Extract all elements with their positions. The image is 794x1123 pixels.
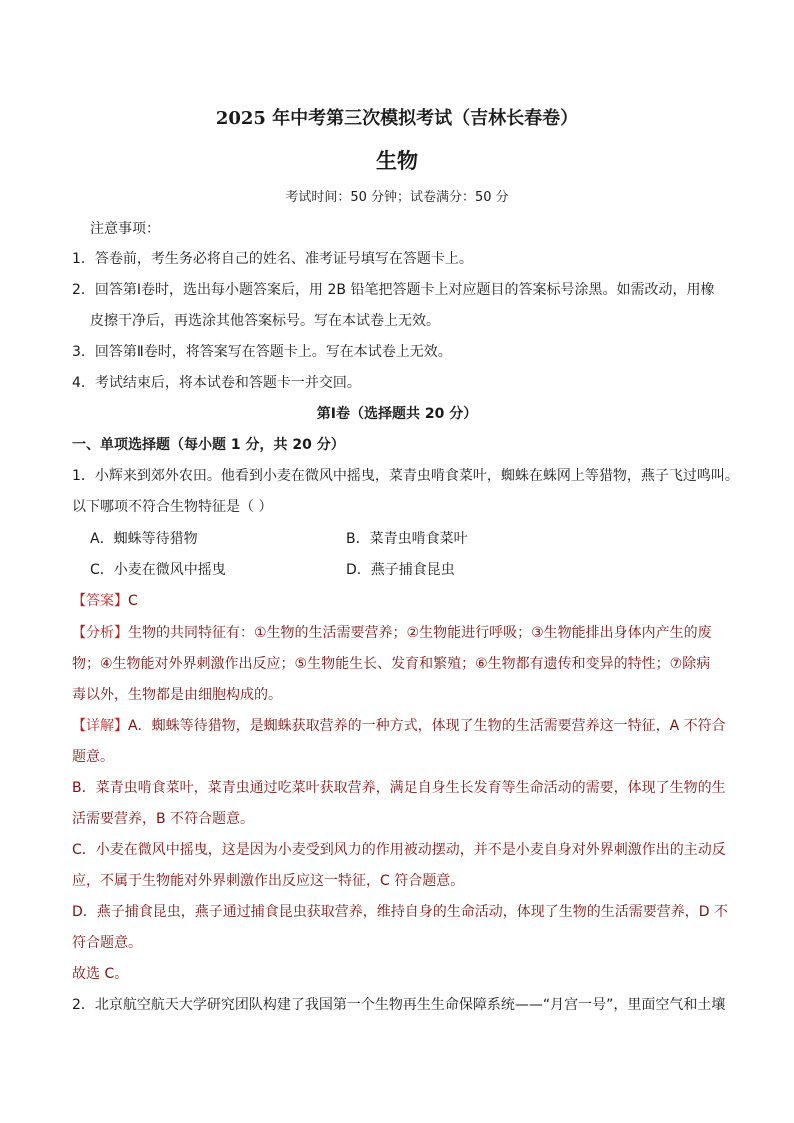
analysis-line [72, 623, 712, 643]
detail-text: 活需要营养，B 不符合题意。 [72, 811, 255, 827]
subject-title: 生物 [376, 148, 418, 173]
detail-text: 符合题意。 [72, 935, 142, 951]
question-stem: 2．北京航空航天大学研究团队构建了我国第一个生物再生生命保障系统——“月宫一号”，里面空气和土壤 [72, 997, 726, 1013]
detail-text: 应，不属于生物能对外界刺激作出反应这一特征，C 符合题意。 [72, 873, 465, 889]
option-a: A．蜘蛛等待猎物 [90, 531, 198, 547]
analysis-text: 生物的共同特征有：①生物的生活需要营养；②生物能进行呼吸；③生物能排出身体内产生的废 [128, 625, 712, 641]
exam-title: 2025 年中考第三次模拟考试（吉林长春卷） [215, 108, 579, 129]
notice-item: 2．回答第Ⅰ卷时，选出每小题答案后，用 2B 铅笔把答题卡上对应题目的答案标号涂黑。如需改动，用橡 [72, 282, 715, 298]
answer-value: C [128, 593, 138, 609]
detail-text: A．蜘蛛等待猎物，是蜘蛛获取营养的一种方式，体现了生物的生活需要营养这一特征，A 不符合 [128, 718, 726, 734]
option-c: C．小麦在微风中摇曳 [90, 562, 226, 578]
question-stem: 1．小辉来到郊外农田。他看到小麦在微风中摇曳，菜青虫啃食菜叶，蜘蛛在蛛网上等猎物，燕子飞过鸣叫。 [72, 468, 739, 484]
answer-line [72, 591, 138, 611]
detail-text: B．菜青虫啃食菜叶，菜青虫通过吃菜叶获取营养，满足自身生长发育等生命活动的需要，体现了生物的生 [72, 780, 726, 796]
detail-line [72, 716, 726, 736]
answer-tag: 【答案】 [72, 593, 128, 609]
analysis-text: 毒以外，生物都是由细胞构成的。 [72, 687, 282, 703]
analysis-text: 物；④生物能对外界刺激作出反应；⑤生物能生长、发育和繁殖；⑥生物都有遗传和变异的特性；⑦除病 [72, 656, 711, 672]
option-b: B．菜青虫啃食菜叶 [346, 531, 468, 547]
detail-text: C．小麦在微风中摇曳，这是因为小麦受到风力的作用被动摆动，并不是小麦自身对外界刺激作出的主动反 [72, 842, 726, 858]
notice-item: 3．回答第Ⅱ卷时，将答案写在答题卡上。写在本试卷上无效。 [72, 344, 452, 360]
detail-text: D．燕子捕食昆虫，燕子通过捕食昆虫获取营养，维持自身的生命活动，体现了生物的生活需要营养，D 不 [72, 904, 729, 920]
notice-item: 皮擦干净后，再选涂其他答案标号。写在本试卷上无效。 [90, 313, 440, 329]
analysis-tag: 【分析】 [72, 625, 128, 641]
question-stem: 以下哪项不符合生物特征是（ ） [72, 499, 273, 515]
detail-tag: 【详解】 [72, 718, 128, 734]
detail-text: 题意。 [72, 749, 114, 765]
exam-meta: 考试时间：50 分钟；试卷满分：50 分 [285, 190, 509, 205]
option-d: D．燕子捕食昆虫 [346, 562, 455, 578]
notice-heading: 注意事项： [90, 221, 160, 237]
section-heading: 一、单项选择题（每小题 1 分，共 20 分） [72, 437, 345, 453]
conclusion-text: 故选 C。 [72, 966, 129, 982]
notice-item: 1．答卷前，考生务必将自己的姓名、准考证号填写在答题卡上。 [72, 251, 473, 267]
part-title: 第Ⅰ卷（选择题共 20 分） [316, 406, 478, 422]
notice-item: 4．考试结束后，将本试卷和答题卡一并交回。 [72, 375, 361, 391]
